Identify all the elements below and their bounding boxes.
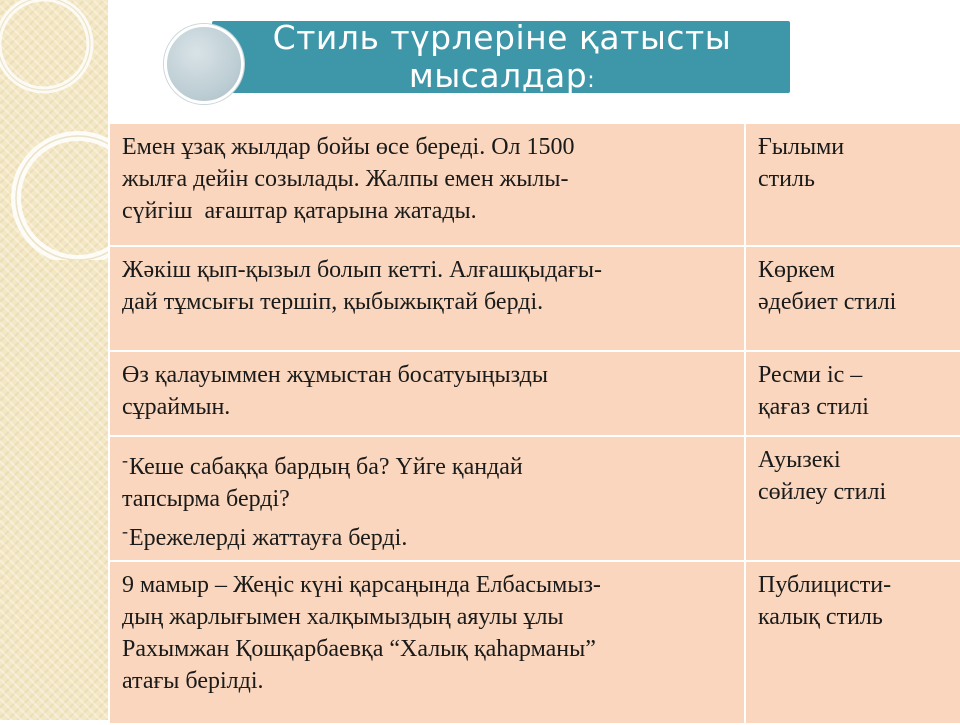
example-cell bbox=[109, 436, 745, 561]
example-cell bbox=[109, 123, 745, 246]
example-line: дың жарлығымен халқымыздың аяулы ұлы bbox=[122, 604, 564, 630]
style-cell bbox=[745, 561, 960, 724]
style-name-line: стиль bbox=[758, 166, 815, 192]
example-line: Жәкіш қып-қызыл болып кетті. Алғашқыдағы- bbox=[122, 257, 603, 283]
style-name-line: Көркем bbox=[758, 257, 835, 283]
decorative-side-band bbox=[0, 0, 108, 720]
title-line-2 bbox=[232, 57, 772, 100]
example-line: атағы берілді. bbox=[122, 668, 264, 694]
example-line bbox=[122, 444, 734, 483]
title-line-2-text: мысалдар bbox=[408, 56, 588, 95]
style-cell bbox=[745, 246, 960, 351]
example-line: жылға дейін созылады. Жалпы емен жылы- bbox=[122, 166, 569, 192]
example-line: сүйгіш ағаштар қатарына жатады. bbox=[122, 198, 477, 224]
example-line: тапсырма берді? bbox=[122, 486, 290, 512]
example-line-text: Кеше сабаққа бардың ба? Үйге қандай bbox=[129, 454, 523, 480]
example-line bbox=[122, 515, 734, 554]
dialogue-dash: - bbox=[122, 450, 128, 470]
style-examples-table bbox=[108, 122, 960, 725]
title-line-1: Стиль түрлеріне қатысты bbox=[272, 18, 732, 57]
style-name-line: калық стиль bbox=[758, 604, 883, 630]
style-name-line: қағаз стилі bbox=[758, 394, 869, 420]
style-name-line: Ауызекі bbox=[758, 447, 841, 473]
style-name-line: Ғылыми bbox=[758, 134, 845, 160]
style-name-line: әдебиет стилі bbox=[758, 289, 897, 315]
example-line: дай тұмсығы тершіп, қыбыжықтай берді. bbox=[122, 289, 544, 315]
style-name-line: Ресми іс – bbox=[758, 362, 863, 388]
table-row bbox=[109, 123, 960, 246]
table-row bbox=[109, 246, 960, 351]
example-line: Өз қалауыммен жұмыстан босатуыңызды bbox=[122, 362, 548, 388]
table-row bbox=[109, 561, 960, 724]
example-line: 9 мамыр – Жеңіс күні қарсаңында Елбасымыз- bbox=[122, 572, 601, 598]
style-cell bbox=[745, 436, 960, 561]
style-cell bbox=[745, 351, 960, 436]
title-colon: : bbox=[587, 68, 596, 93]
slide-title bbox=[232, 19, 772, 100]
example-cell bbox=[109, 246, 745, 351]
table-row bbox=[109, 351, 960, 436]
style-name-line: Публицисти- bbox=[758, 572, 892, 598]
example-line-text: Ережелерді жаттауға берді. bbox=[129, 525, 408, 551]
example-cell bbox=[109, 561, 745, 724]
table-row bbox=[109, 436, 960, 561]
example-cell bbox=[109, 351, 745, 436]
example-line: Рахымжан Қошқарбаевқа “Халық қаһарманы” bbox=[122, 636, 596, 662]
dialogue-dash: - bbox=[122, 521, 128, 541]
example-line: сұраймын. bbox=[122, 394, 231, 420]
example-line: Емен ұзақ жылдар бойы өсе береді. Ол 1500 bbox=[122, 134, 575, 160]
style-cell bbox=[745, 123, 960, 246]
style-name-line: сөйлеу стилі bbox=[758, 479, 887, 505]
